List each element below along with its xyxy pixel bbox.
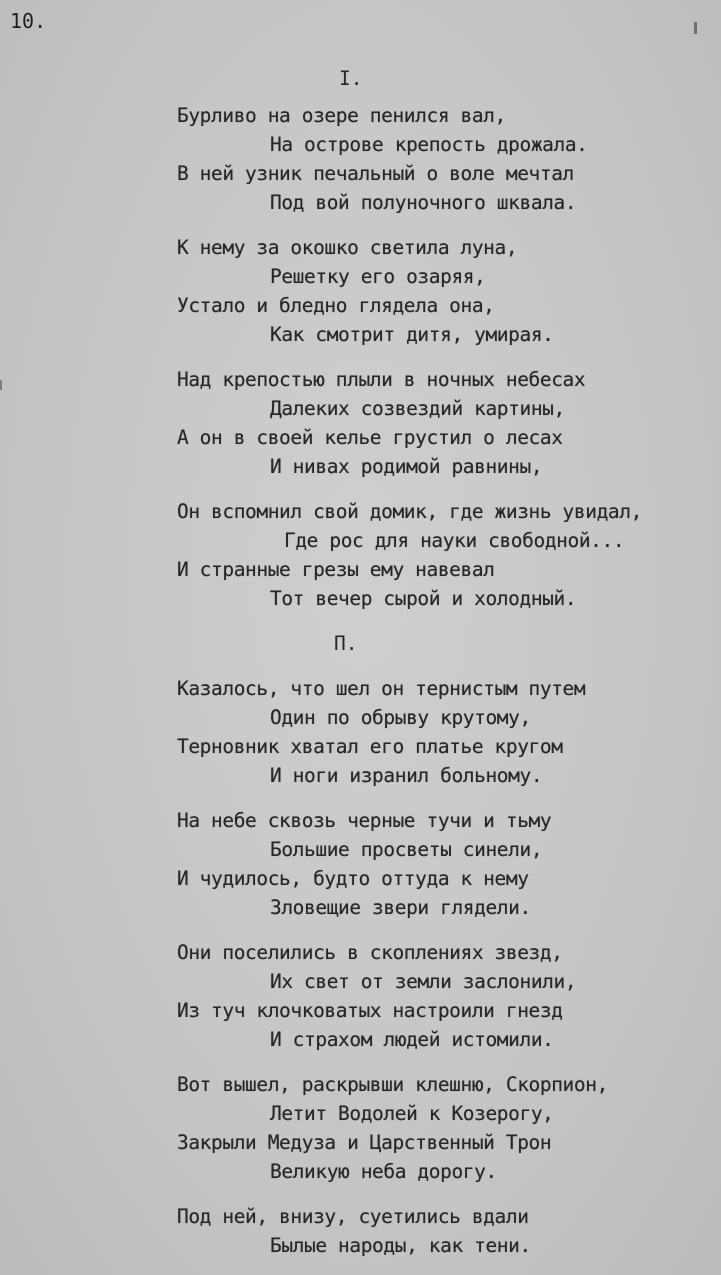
verse-line: Устало и бледно глядела она, — [177, 294, 495, 317]
verse-line: А он в своей келье грустил о лесах — [177, 426, 563, 449]
margin-tick — [0, 380, 2, 390]
verse-line: На острове крепость дрожала. — [270, 133, 588, 156]
verse-line: Терновник хватал его платье кругом — [177, 735, 563, 758]
verse-line: Решетку его озаряя, — [270, 265, 486, 288]
verse-line: Бурливо на озере пенился вал, — [177, 104, 506, 127]
verse-line: Над крепостью плыли в ночных небесах — [177, 368, 586, 391]
verse-line: К нему за окошко светила луна, — [177, 236, 518, 259]
verse-line: И странные грезы ему навевал — [177, 558, 495, 581]
verse-line: Большие просветы синели, — [270, 838, 543, 861]
verse-line: Под вой полуночного шквала. — [270, 191, 577, 214]
verse-line: И ноги изранил больному. — [270, 764, 543, 787]
section-heading: I. — [339, 67, 363, 90]
verse-line: Летит Водолей к Козерогу, — [270, 1102, 554, 1125]
verse-line: Закрыли Медуза и Царственный Трон — [177, 1131, 552, 1154]
verse-line: Казалось, что шел он тернистым путем — [177, 677, 586, 700]
verse-line: На небе сквозь черные тучи и тьму — [177, 809, 552, 832]
verse-line: И нивах родимой равнины, — [270, 455, 543, 478]
verse-line: Былые народы, как тени. — [270, 1234, 531, 1257]
verse-line: Один по обрыву крутому, — [270, 706, 531, 729]
verse-line: В ней узник печальный о воле мечтал — [177, 162, 574, 185]
page-number: 10. — [10, 9, 47, 33]
verse-line: Он вспомнил свой домик, где жизнь увидал, — [177, 500, 642, 523]
verse-line: И чудилось, будто оттуда к нему — [177, 867, 529, 890]
verse-line: Великую неба дорогу. — [270, 1160, 497, 1183]
verse-line: Вот вышел, раскрывши клешню, Скорпион, — [177, 1073, 608, 1096]
verse-line: Как смотрит дитя, умирая. — [270, 323, 554, 346]
verse-line: Из туч клочковатых настроили гнезд — [177, 999, 563, 1022]
verse-line: Они поселились в скоплениях звезд, — [177, 941, 563, 964]
verse-line: Далеких созвездий картины, — [270, 397, 565, 420]
section-heading: П. — [334, 632, 358, 655]
verse-line: Тот вечер сырой и холодный. — [270, 587, 577, 610]
verse-line: Их свет от земли заслонили, — [270, 970, 577, 993]
verse-line: И страхом людей истомили. — [270, 1028, 554, 1051]
verse-line: Под ней, внизу, суетились вдали — [177, 1205, 529, 1228]
verse-line: Где рос для науки свободной... — [284, 529, 625, 552]
verse-line: Зловещие звери глядели. — [270, 896, 531, 919]
edge-mark — [694, 22, 697, 34]
